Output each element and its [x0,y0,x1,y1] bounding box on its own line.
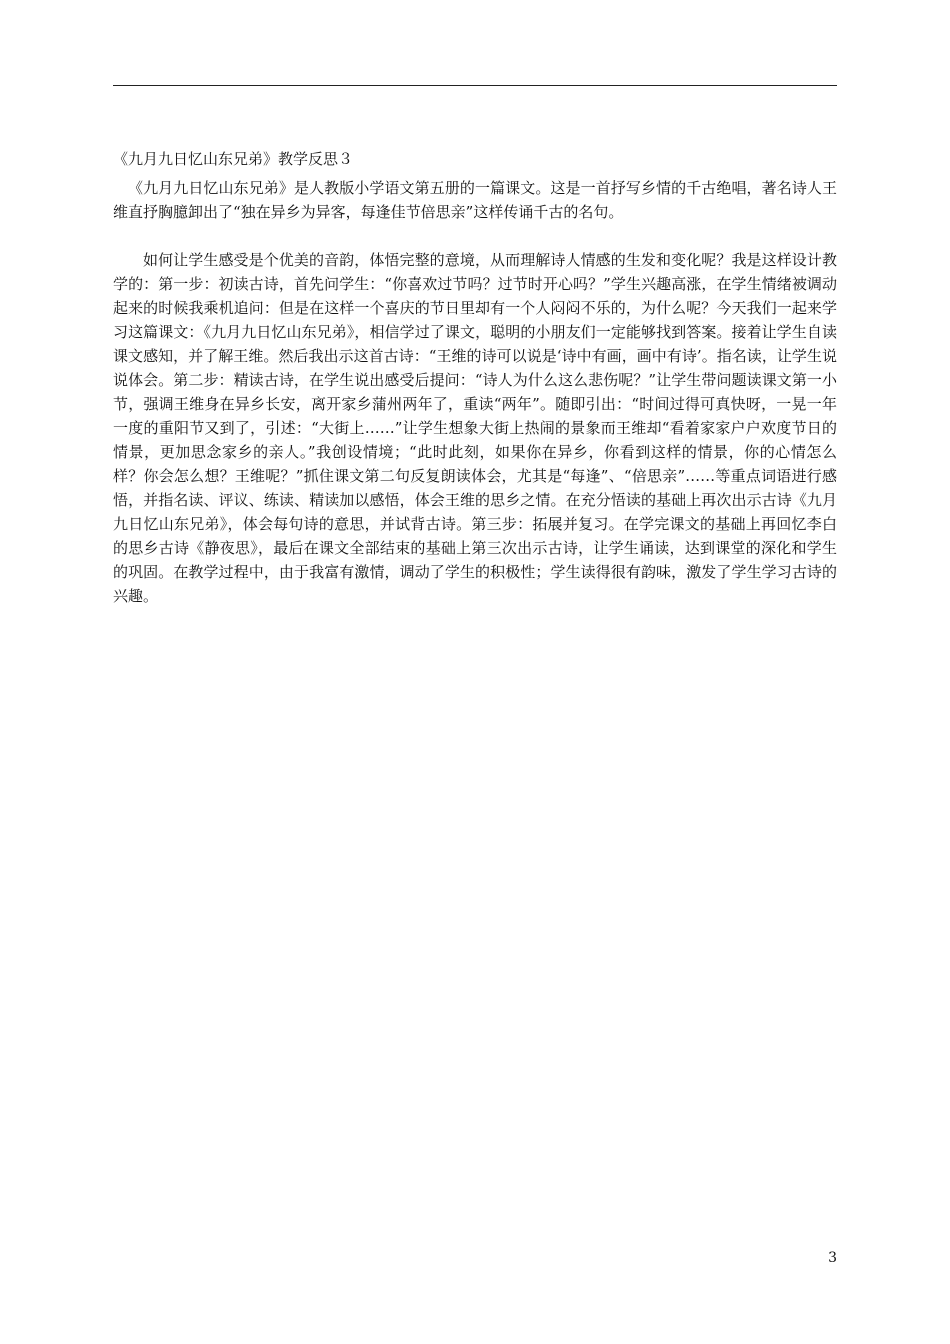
document-body [113,176,837,608]
body-paragraph-teaching-design: 如何让学生感受是个优美的音韵，体悟完整的意境，从而理解诗人情感的生发和变化呢？我是这样设计教学的：第一步：初读古诗，首先问学生：“你喜欢过节吗？过节时开心吗？”学生兴趣高涨，在学生情绪被调动起来的时候我乘机追问：但是在这样一个喜庆的节日里却有一个人闷闷不乐的，为什么呢？今天我们一起来学习这篇课文：《九月九日忆山东兄弟》，相信学过了课文，聪明的小朋友们一定能够找到答案。接着让学生自读课文感知，并了解王维。然后我出示这首古诗：“王维的诗可以说是‘诗中有画，画中有诗’。指名读，让学生说说体会。第二步：精读古诗，在学生说出感受后提问：“诗人为什么这么悲伤呢？”让学生带问题读课文第一小节，强调王维身在异乡长安，离开家乡蒲州两年了，重读“两年”。随即引出：“时间过得可真快呀，一晃一年一度的重阳节又到了，引述：“大街上……”让学生想象大街上热闹的景象而王维却“看着家家户户欢度节日的情景，更加思念家乡的亲人。”我创设情境；“此时此刻，如果你在异乡，你看到这样的情景，你的心情怎么样？你会怎么想？王维呢？”抓住课文第二句反复朗读体会，尤其是“每逢”、“倍思亲”……等重点词语进行感悟，并指名读、评议、练读、精读加以感悟，体会王维的思乡之情。在充分悟读的基础上再次出示古诗《九月九日忆山东兄弟》，体会每句诗的意思，并试背古诗。第三步：拓展并复习。在学完课文的基础上再回忆李白的思乡古诗《静夜思》，最后在课文全部结束的基础上第三次出示古诗，让学生诵读，达到课堂的深化和学生的巩固。在教学过程中，由于我富有激情，调动了学生的积极性；学生读得很有韵味，激发了学生学习古诗的兴趣。 [113,251,837,605]
header-rule [113,85,837,86]
page-number: 3 [828,1250,837,1266]
body-paragraph-intro: 《九月九日忆山东兄弟》是人教版小学语文第五册的一篇课文。这是一首抒写乡情的千古绝唱，著名诗人王维直抒胸臆卸出了“独在异乡为异客，每逢佳节倍思亲”这样传诵千古的名句。 [113,179,837,221]
document-title: 《九月九日忆山东兄弟》教学反思３ [113,150,354,168]
